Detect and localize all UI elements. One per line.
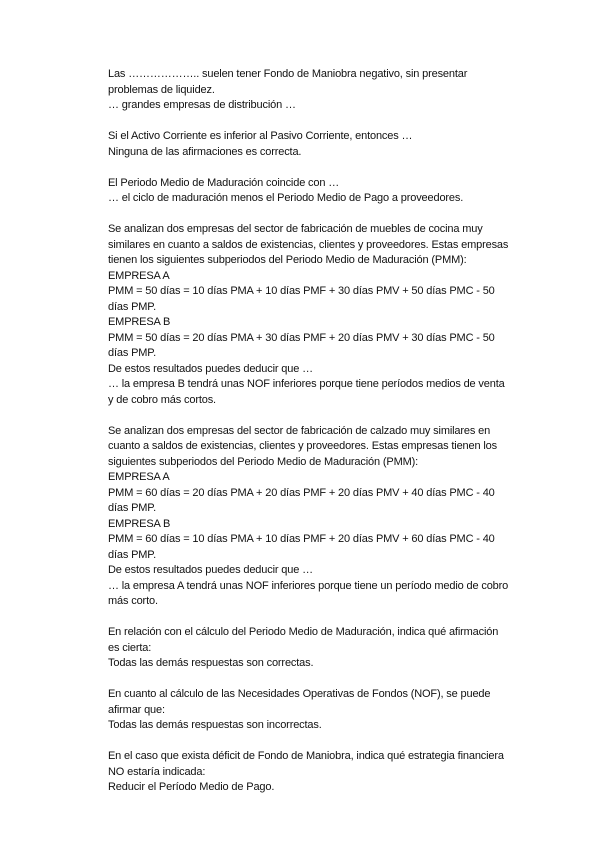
pmm-formula: PMM = 60 días = 10 días PMA + 10 días PMF + 20 días PMV + 60 días PMC - 40 (108, 533, 495, 545)
answer-text: Todas las demás respuestas son correctas. (108, 657, 314, 669)
question-text: En relación con el cálculo del Periodo Medio de Maduración, indica qué afirmación (108, 626, 499, 638)
pmm-formula: PMM = 50 días = 20 días PMA + 30 días PMF + 20 días PMV + 30 días PMC - 50 (108, 331, 495, 344)
answer-text: Ninguna de las afirmaciones es correcta. (108, 145, 302, 158)
pmm-formula: días PMP. (108, 502, 156, 514)
question-text: Si el Activo Corriente es inferior al Pasivo Corriente, entonces … (108, 130, 413, 142)
question-text: es cierta: (108, 641, 152, 654)
company-label: EMPRESA B (108, 517, 171, 530)
question-text: Las ……………….. suelen tener Fondo de Maniobra negativo, sin presentar (108, 68, 468, 80)
question-text: cuanto a saldos de existencias, clientes y proveedores. Estas empresas tienen los (108, 440, 497, 452)
question-text: El Periodo Medio de Maduración coincide con … (108, 176, 340, 189)
question-text: Se analizan dos empresas del sector de fabricación de muebles de cocina muy (108, 223, 483, 235)
answer-text: … grandes empresas de distribución … (108, 99, 296, 111)
question-block-calzado (108, 424, 528, 610)
question-text: tienen los siguientes subperiodos del Periodo Medio de Maduración (PMM): (108, 254, 467, 266)
question-block-liquidez (108, 67, 528, 114)
question-text: Se analizan dos empresas del sector de fabricación de calzado muy similares en (108, 424, 491, 437)
question-text: En el caso que exista déficit de Fondo de Maniobra, indica qué estrategia financiera (108, 750, 504, 762)
answer-text: más corto. (108, 595, 158, 607)
answer-text: y de cobro más cortos. (108, 393, 216, 406)
pmm-formula: PMM = 60 días = 20 días PMA + 20 días PMF + 20 días PMV + 40 días PMC - 40 (108, 486, 495, 499)
pmm-formula: PMM = 50 días = 10 días PMA + 10 días PMF + 30 días PMV + 50 días PMC - 50 (108, 285, 495, 297)
company-label: EMPRESA A (108, 471, 170, 483)
question-text: NO estaría indicada: (108, 765, 206, 778)
question-text: afirmar que: (108, 703, 165, 716)
question-text: De estos resultados puedes deducir que … (108, 564, 313, 576)
answer-text: Todas las demás respuestas son incorrectas. (108, 719, 322, 731)
pmm-formula: días PMP. (108, 548, 156, 561)
answer-text: … la empresa A tendrá unas NOF inferiores porque tiene un período medio de cobro (108, 579, 509, 592)
pmm-formula: días PMP. (108, 300, 156, 313)
question-block-muebles-cocina (108, 222, 528, 408)
question-block-calculo-pmm (108, 625, 528, 672)
question-block-nof (108, 687, 528, 734)
question-block-deficit-fondo (108, 749, 528, 796)
pmm-formula: días PMP. (108, 347, 156, 359)
question-text: problemas de liquidez. (108, 83, 215, 96)
question-text: similares en cuanto a saldos de existencias, clientes y proveedores. Estas empresas (108, 238, 509, 251)
question-block-pmm-coincide (108, 176, 528, 207)
question-text: En cuanto al cálculo de las Necesidades Operativas de Fondos (NOF), se puede (108, 688, 491, 700)
document-body (108, 67, 528, 811)
answer-text: … la empresa B tendrá unas NOF inferiores porque tiene períodos medios de venta (108, 378, 505, 390)
question-block-activo-corriente (108, 129, 528, 160)
answer-text: Reducir el Período Medio de Pago. (108, 781, 275, 793)
answer-text: … el ciclo de maduración menos el Periodo Medio de Pago a proveedores. (108, 192, 464, 204)
company-label: EMPRESA A (108, 269, 170, 282)
question-text: siguientes subperiodos del Periodo Medio de Maduración (PMM): (108, 455, 419, 468)
company-label: EMPRESA B (108, 316, 171, 328)
question-text: De estos resultados puedes deducir que … (108, 362, 313, 375)
